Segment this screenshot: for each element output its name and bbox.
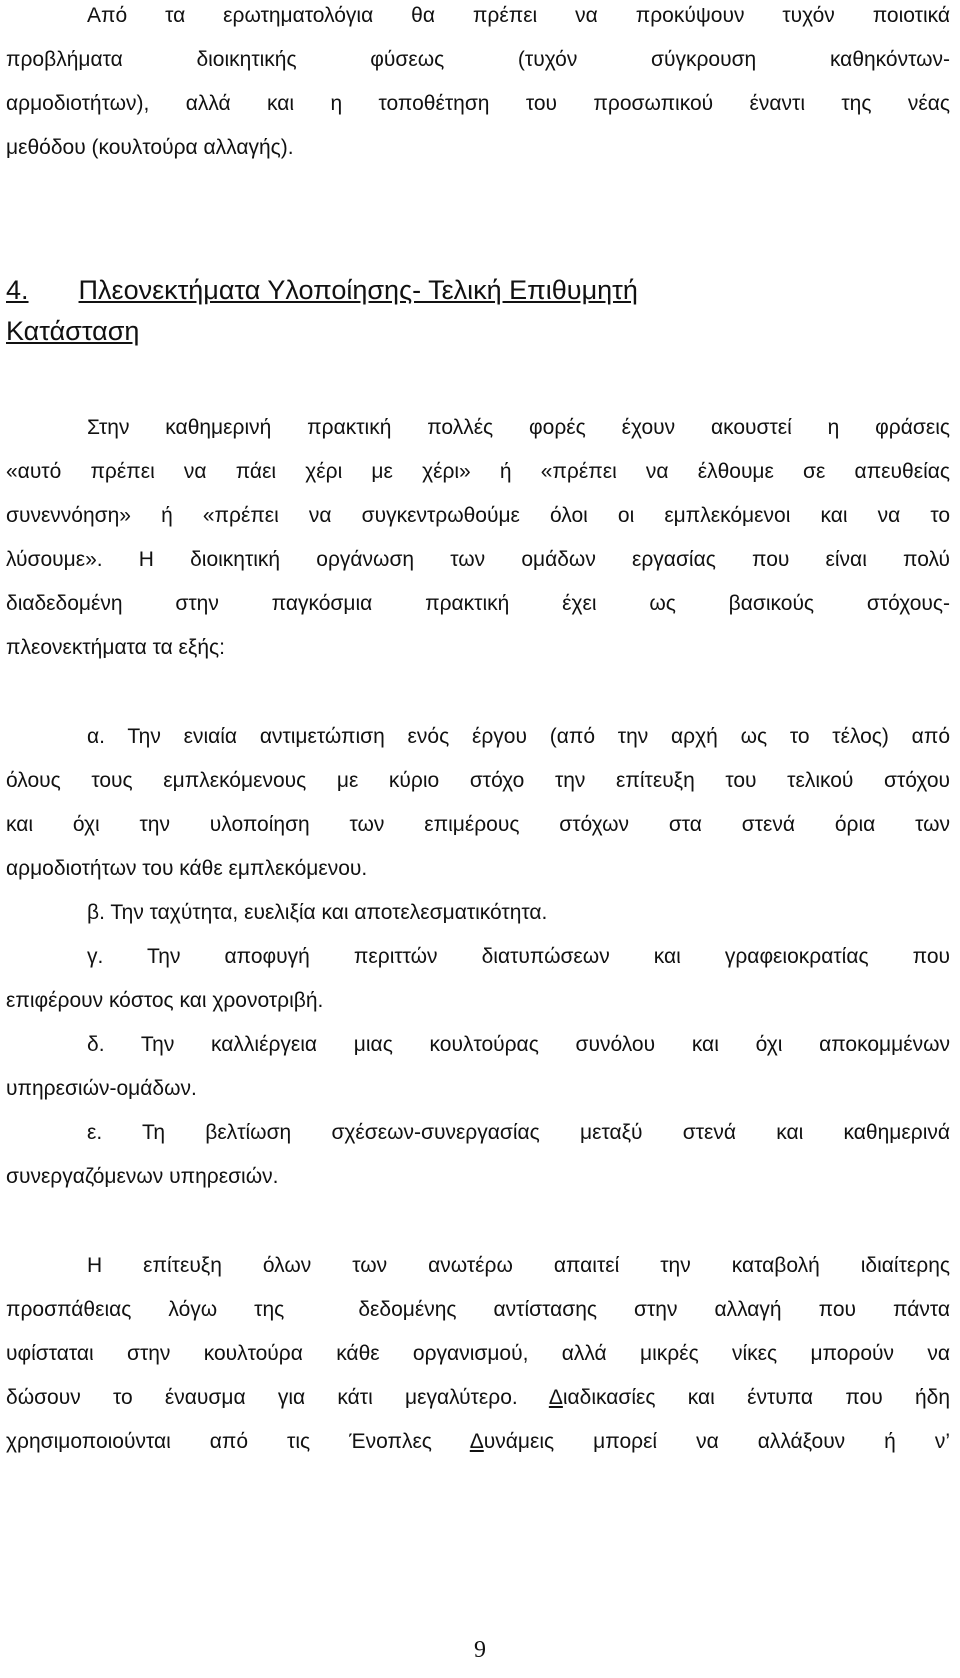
paragraph-line: συνεννόηση» ή «πρέπει να συγκεντρωθούμε όλοι οι εμπλεκόμενοι και να το: [6, 504, 950, 527]
paragraph-text: υνάμεις μπορεί να αλλάξουν ή ν’: [483, 1430, 950, 1453]
underlined-letter: Δ: [548, 1386, 563, 1409]
intro-line: προβλήματα διοικητικής φύσεως (τυχόν σύγκρουση καθηκόντων-: [6, 48, 950, 71]
intro-line: αρμοδιοτήτων), αλλά και η τοποθέτηση του προσωπικού έναντι της νέας: [6, 92, 950, 115]
section-title: Πλεονεκτήματα Υλοποίησης- Τελική Επιθυμητή: [78, 275, 638, 305]
intro-line: μεθόδου (κουλτούρα αλλαγής).: [6, 136, 294, 159]
paragraph-text: ιαδικασίες και έντυπα που ήδη: [562, 1386, 950, 1409]
paragraph-line: [6, 1428, 950, 1456]
paragraph-text: χρησιμοποιούνται από τις Ένοπλες: [6, 1430, 470, 1453]
paragraph-line: Η επίτευξη όλων των ανωτέρω απαιτεί την καταβολή ιδιαίτερης: [87, 1254, 950, 1277]
section-heading-continued: [6, 314, 950, 348]
list-item: β. Την ταχύτητα, ευελιξία και αποτελεσματικότητα.: [87, 901, 548, 924]
paragraph-line: υφίσταται στην κουλτούρα κάθε οργανισμού, αλλά μικρές νίκες μπορούν να: [6, 1342, 950, 1365]
list-item-continued: αρμοδιοτήτων του κάθε εμπλεκόμενου.: [6, 857, 368, 880]
list-item-continued: υπηρεσιών-ομάδων.: [6, 1077, 197, 1100]
list-item-continued: επιφέρουν κόστος και χρονοτριβή.: [6, 989, 324, 1012]
paragraph-line: Στην καθημερινή πρακτική πολλές φορές έχουν ακουστεί η φράσεις: [87, 416, 950, 439]
paragraph-line: λύσουμε». Η διοικητική οργάνωση των ομάδων εργασίας που είναι πολύ: [6, 548, 950, 571]
paragraph-line: [6, 1384, 950, 1412]
intro-line: Από τα ερωτηματολόγια θα πρέπει να προκύψουν τυχόν ποιοτικά: [87, 4, 950, 27]
section-heading: [6, 273, 950, 307]
section-number: 4.: [6, 275, 29, 305]
paragraph-line: προσπάθειας λόγω της δεδομένης αντίστασης στην αλλαγή που πάντα: [6, 1298, 950, 1321]
list-item: γ. Την αποφυγή περιττών διατυπώσεων και γραφειοκρατίας που: [87, 945, 950, 968]
list-item: ε. Τη βελτίωση σχέσεων-συνεργασίας μεταξύ στενά και καθημερινά: [87, 1121, 950, 1144]
list-item: α. Την ενιαία αντιμετώπιση ενός έργου (από την αρχή ως το τέλος) από: [87, 725, 950, 748]
list-item: δ. Την καλλιέργεια μιας κουλτούρας συνόλου και όχι αποκομμένων: [87, 1033, 950, 1056]
paragraph-line: «αυτό πρέπει να πάει χέρι με χέρι» ή «πρέπει να έλθουμε σε απευθείας: [6, 460, 950, 483]
list-item-continued: και όχι την υλοποίηση των επιμέρους στόχων στα στενά όρια των: [6, 813, 950, 836]
list-item-continued: όλους τους εμπλεκόμενους με κύριο στόχο την επίτευξη του τελικού στόχου: [6, 769, 950, 792]
paragraph-text: δώσουν το έναυσμα για κάτι μεγαλύτερο.: [6, 1386, 549, 1409]
list-item-continued: συνεργαζόμενων υπηρεσιών.: [6, 1165, 279, 1188]
page-number: 9: [474, 1637, 486, 1663]
underlined-letter: Δ: [469, 1430, 484, 1453]
section-title-continued: Κατάσταση: [6, 316, 140, 346]
paragraph-line: πλεονεκτήματα τα εξής:: [6, 636, 225, 659]
paragraph-line: διαδεδομένη στην παγκόσμια πρακτική έχει ως βασικούς στόχους-: [6, 592, 950, 615]
